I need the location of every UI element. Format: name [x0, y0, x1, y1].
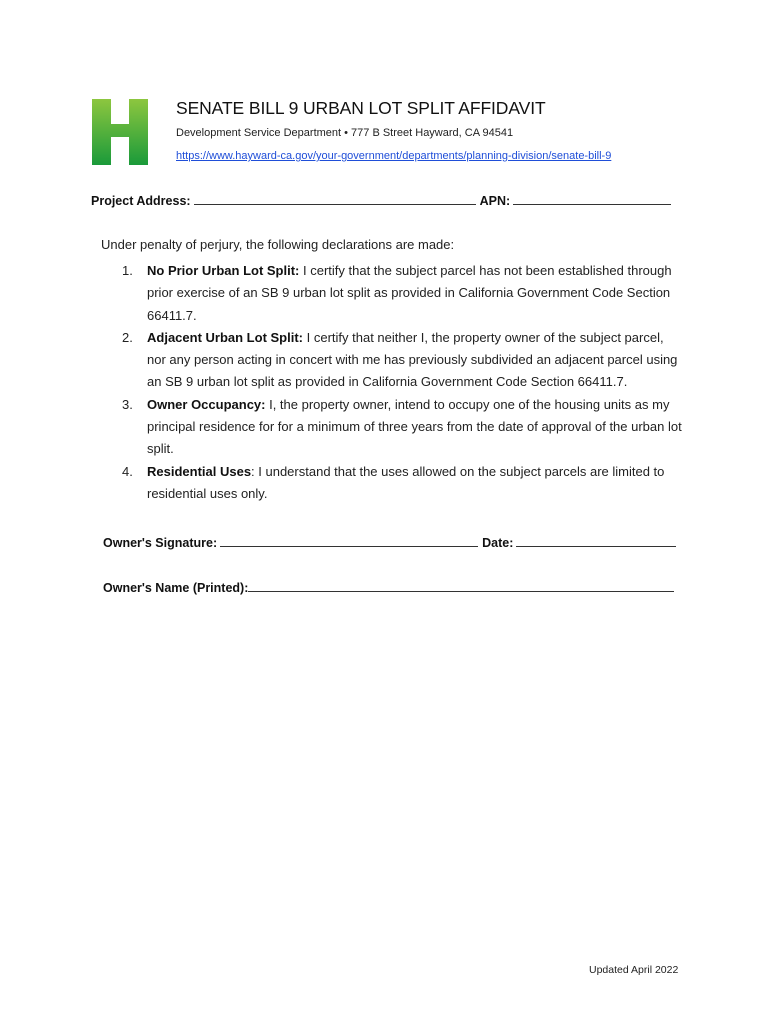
project-fields-row	[91, 193, 675, 208]
declaration-text: : I understand that the uses allowed on the subject parcels are limited to residential uses only.	[147, 463, 665, 501]
owner-name-row	[103, 580, 678, 595]
project-address-label: Project Address:	[91, 194, 191, 208]
intro-text: Under penalty of perjury, the following declarations are made:	[101, 237, 455, 252]
project-address-field[interactable]	[194, 193, 476, 205]
declaration-item	[122, 461, 682, 506]
signature-row	[103, 535, 680, 550]
date-field[interactable]	[516, 535, 676, 547]
date-label: Date:	[482, 536, 514, 550]
senate-bill-link[interactable]: https://www.hayward-ca.gov/your-government/departments/planning-division/senate-bill-9	[176, 150, 612, 162]
declaration-number: 3.	[122, 396, 133, 412]
owner-signature-label: Owner's Signature:	[103, 536, 218, 550]
declaration-heading: Residential Uses	[147, 463, 252, 479]
declaration-number: 1.	[122, 263, 133, 278]
declaration-text: I, the property owner, intend to occupy one of the housing units as my principal residence for for a minimum of three years from the date of approval of the urban lot split.	[147, 396, 682, 457]
declarations-list	[122, 260, 682, 505]
updated-date: Updated April 2022	[589, 964, 679, 976]
declaration-number: 2.	[122, 329, 133, 345]
owner-signature-field[interactable]	[220, 535, 478, 547]
declaration-text: I certify that the subject parcel has not been established through prior exercise of an SB 9 urban lot split as provided in California Government Code Section 66411.7.	[147, 263, 672, 323]
owner-name-field[interactable]	[248, 580, 674, 592]
declaration-item	[122, 260, 682, 327]
declaration-item	[122, 394, 682, 461]
declaration-heading: No Prior Urban Lot Split:	[147, 263, 300, 278]
apn-label: APN:	[479, 194, 511, 208]
declaration-item	[122, 327, 682, 394]
owner-name-label: Owner's Name (Printed):	[103, 581, 249, 595]
department-address: Development Service Department • 777 B Street Hayward, CA 94541	[176, 127, 514, 139]
declaration-text: I certify that neither I, the property owner of the subject parcel, nor any person acting in concert with me has previously subdivided an adjacent parcel using an SB 9 urban lot split as provided in California Government Code Section 66411.7.	[147, 329, 678, 390]
declaration-number: 4.	[122, 463, 133, 479]
apn-field[interactable]	[513, 193, 671, 205]
document-title: SENATE BILL 9 URBAN LOT SPLIT AFFIDAVIT	[176, 98, 546, 118]
declaration-heading: Adjacent Urban Lot Split:	[147, 329, 303, 345]
declaration-heading: Owner Occupancy:	[147, 396, 266, 412]
hayward-h-logo-icon	[92, 99, 148, 165]
